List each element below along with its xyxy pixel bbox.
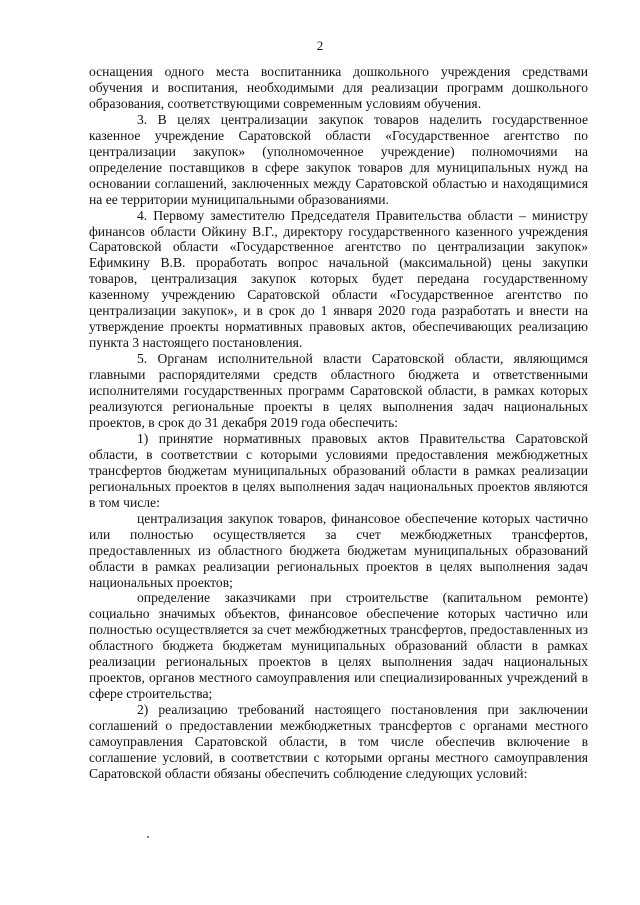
paragraph-subitem-2: 2) реализацию требований настоящего постановления при заключении соглашений о предоставлении межбюджетных трансфертов с органами местного самоуправления Саратовской области, в том числе обеспечив включение в соглашение условий, в соответствии с которыми органы местного самоуправления Саратовской области обязаны обеспечить соблюдение следующих условий: — [89, 702, 588, 781]
paragraph-continuation: оснащения одного места воспитанника дошкольного учреждения средствами обучения и воспитания, необходимыми для реализации программ дошкольного образования, соответствующими современным условиям обучения. — [89, 64, 588, 111]
document-body — [89, 64, 588, 782]
page-number: 2 — [316, 38, 324, 53]
paragraph-subitem-1: 1) принятие нормативных правовых актов Правительства Саратовской области, в соответствии с которыми условиями предоставления межбюджетных трансфертов бюджетам муниципальных образований области в рамках реализации региональных проектов в целях выполнения задач национальных проектов являются в том числе: — [89, 430, 588, 510]
scan-speck — [147, 836, 149, 838]
paragraph-item-4: 4. Первому заместителю Председателя Правительства области – министру финансов области Ойкину В.Г., директору государственного казенного учреждения Саратовской области «Государственное агентство по централизации закупок» Ефимкину В.В. проработать вопрос начальной (максимальной) цены закупки товаров, централизация закупок которых будет передана государственному казенному учреждению Саратовской области «Государственное агентство по централизации закупок», и в срок до 1 января 2020 года разработать и внести на утверждение проекты нормативных правовых актов, обеспечивающих реализацию пункта 3 настоящего постановления. — [89, 207, 588, 351]
paragraph-item-3: 3. В целях централизации закупок товаров наделить государственное казенное учреждение Саратовской области «Государственное агентство по централизации закупок» (уполномоченное учреждение) полномочиями на определение поставщиков в сфере закупок товаров для муниципальных нужд на основании соглашений, заключенных между Саратовской областью и находящимися на ее территории муниципальными образованиями. — [89, 111, 588, 207]
paragraph-construction: определение заказчиками при строительстве (капитальном ремонте) социально значимых объектов, финансовое обеспечение которых частично или полностью осуществляется за счет межбюджетных трансфертов, предоставленных из областного бюджета бюджетам муниципальных образований области в рамках реализации региональных проектов в целях выполнения задач национальных проектов, органов местного самоуправления или специализированных учреждений в сфере строительства; — [89, 590, 588, 702]
paragraph-centralization: централизация закупок товаров, финансовое обеспечение которых частично или полностью осуществляется за счет межбюджетных трансфертов, предоставленных из областного бюджета бюджетам муниципальных образований области в рамках реализации региональных проектов в целях выполнения задач национальных проектов; — [89, 510, 588, 590]
paragraph-item-5: 5. Органам исполнительной власти Саратовской области, являющимся главными распорядителями средств областного бюджета и ответственными исполнителями государственных программ Саратовской области, в рамках которых реализуются региональные проекты в целях выполнения задач национальных проектов, в срок до 31 декабря 2019 года обеспечить: — [89, 351, 588, 430]
